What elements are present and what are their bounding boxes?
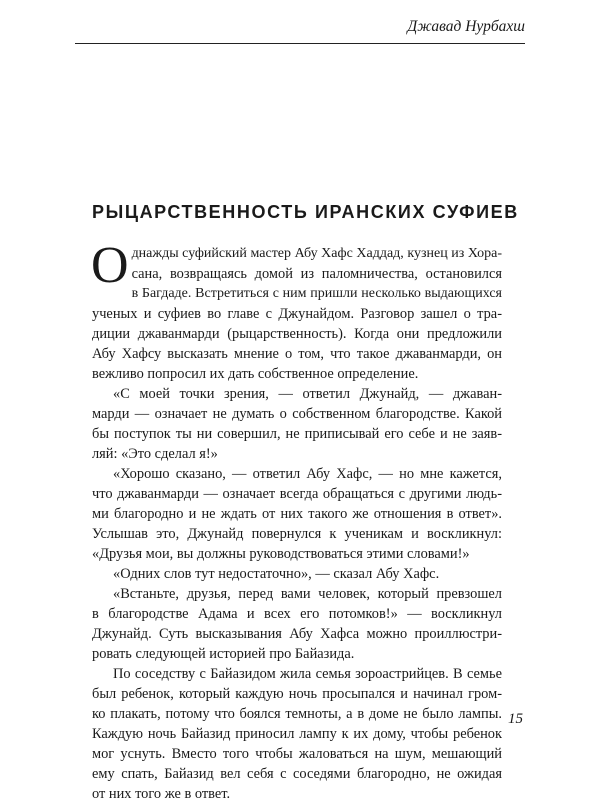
text-line: По соседству с Байазидом жила семья зороастрийцев. В семье: [113, 666, 502, 682]
text-line: Джунайд. Суть высказывания Абу Хафса можно проиллюстри-: [92, 626, 502, 642]
text-line: марди — означает не думать о собственном благородстве. Какой: [92, 406, 502, 422]
body-text: [91, 237, 502, 804]
text-line: диции джаванмарди (рыцарственность). Когда они предложили: [92, 326, 502, 342]
text-line: Каждую ночь Байазид приносил лампу к их дому, чтобы ребенок: [92, 726, 502, 742]
text-line: Абу Хафсу высказать мнение о том, что такое джаванмарди, он: [92, 346, 502, 362]
text-line: «Друзья мои, вы должны руководствоваться этими словами!»: [92, 546, 470, 562]
text-line: ученых и суфиев во главе с Джунайдом. Разговор зашел о тра-: [92, 306, 502, 322]
text-line: «Встаньте, друзья, перед вами человек, который превзошел: [113, 586, 502, 602]
text-line: ровать следующей историей про Байазида.: [92, 646, 355, 662]
text-line: днажды суфийский мастер Абу Хафс Хаддад, кузнец из Хора-: [131, 246, 502, 261]
text-line: ми благородно и не ждать от них такого же отношения в ответ».: [92, 506, 502, 522]
text-line: в Багдаде. Встретиться с ним пришли несколько выдающихся: [131, 286, 502, 301]
section-title: РЫЦАРСТВЕННОСТЬ ИРАНСКИХ СУФИЕВ: [92, 202, 519, 222]
running-header: Джавад Нурбахш: [407, 18, 525, 35]
text-line: Услышав это, Джунайд повернулся к ученикам и воскликнул:: [92, 526, 502, 542]
text-line: был ребенок, который каждую ночь просыпался и начинал гром-: [92, 686, 502, 702]
text-line: ляй: «Это сделал я!»: [92, 446, 218, 462]
text-line: от них того же в ответ.: [92, 786, 231, 802]
text-line: «С моей точки зрения, — ответил Джунайд, — джаван-: [113, 386, 502, 402]
drop-cap: О: [91, 237, 129, 294]
text-line: что джаванмарди — означает всегда обращаться с другими людь-: [92, 486, 502, 502]
text-line: сана, возвращаясь домой из паломничества, остановился: [131, 266, 502, 282]
text-line: в благородстве Адама и всех его потомков!» — воскликнул: [92, 606, 502, 622]
text-line: ему спать, Байазид вел себя с соседями благородно, не ожидая: [92, 766, 502, 782]
text-line: вежливо попросил их дать собственное определение.: [92, 366, 419, 382]
header-rule: [75, 43, 525, 44]
text-line: «Хорошо сказано, — ответил Абу Хафс, — но мне кажется,: [113, 466, 502, 482]
text-line: бы поступок ты ни совершил, не приписывай его себе и не заяв-: [92, 426, 502, 442]
page-number: 15: [508, 711, 523, 727]
text-line: мог уснуть. Вместо того чтобы жаловаться на шум, мешающий: [92, 746, 502, 762]
text-line: «Одних слов тут недостаточно», — сказал Абу Хафс.: [113, 566, 440, 582]
text-line: ко плакать, потому что боялся темноты, а в доме не было лампы.: [92, 706, 502, 722]
